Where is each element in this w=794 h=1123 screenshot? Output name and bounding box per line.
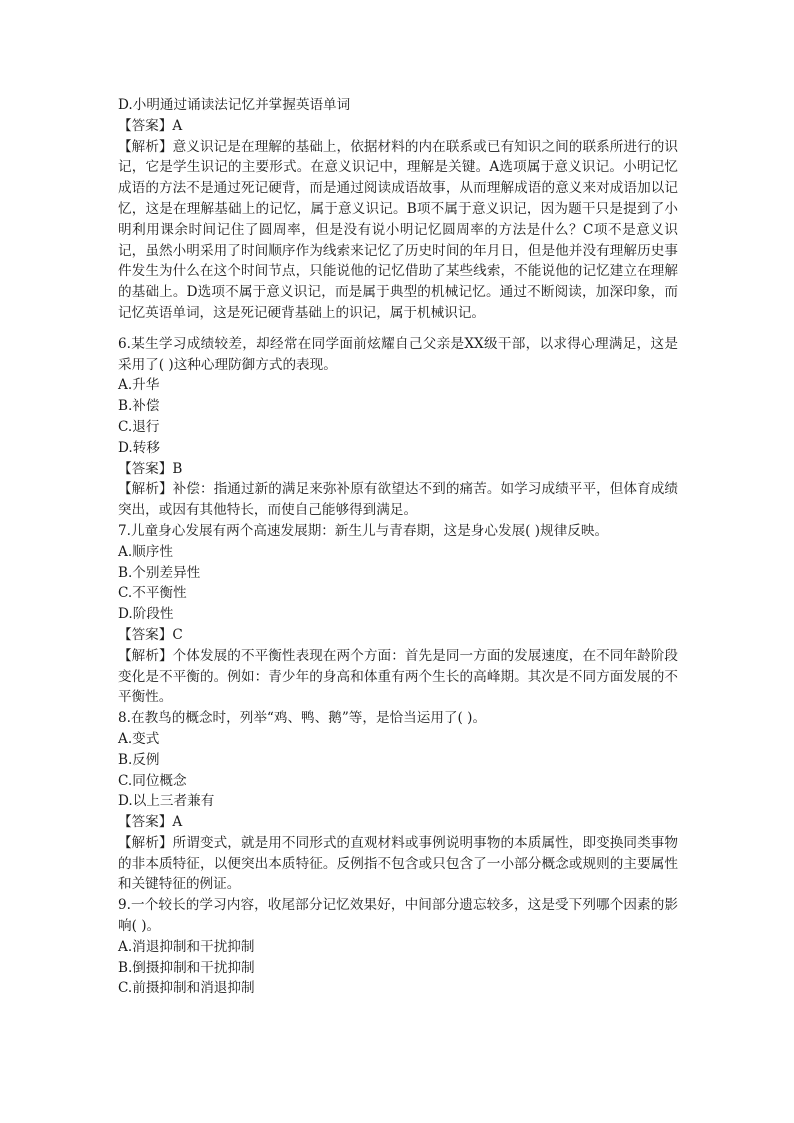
q9-option-a: A.消退抑制和干扰抑制 [118,938,255,955]
q5-analysis: 【解析】意义识记是在理解的基础上，依据材料的内在联系或已有知识之间的联系所进行的识记，它是学生识记的主要形式。在意义识记中，理解是关键。A选项属于意义识记。小明记忆成语的方法不是通过死记硬背，而是通过阅读成语故事，从而理解成语的意义来对成语加以记忆，这是在理解基础上的记忆，属于意义识记。B项不属于意义识记，因为题干只是提到了小明利用课余时间记住了圆周率，但是没有说小明记忆圆周率的方法是什么？C项不是意义识记，虽然小明采用了时间顺序作为线索来记忆了历史时间的年月日，但是他并没有理解历史事件发生为什么在这个时间节点，只能说他的记忆借助了某些线索，不能说他的记忆建立在理解的基础上。D选项不属于意义识记，而是属于典型的机械记忆。通过不断阅读，加深印象，而记忆英语单词，这是死记硬背基础上的识记，属于机械识记。 [118,138,678,321]
q8-option-a: A.变式 [118,730,160,747]
q8-option-b: B.反例 [118,751,160,768]
q7-analysis: 【解析】个体发展的不平衡性表现在两个方面：首先是同一方面的发展速度，在不同年龄阶段变化是不平衡的。例如：青少年的身高和体重有两个生长的高峰期。其次是不同方面发展的不平衡性。 [118,647,678,706]
q7-option-c: C.不平衡性 [118,585,187,602]
q6-answer: 【答案】B [118,460,183,477]
q7-option-a: A.顺序性 [118,543,173,560]
q7-option-d: D.阶段性 [118,606,174,623]
document-page [118,95,678,999]
q8-question: 8.在教鸟的概念时，列举“鸡、鸭、鹅”等，是恰当运用了( )。 [118,710,487,727]
q6-question: 6.某生学习成绩较差，却经常在同学面前炫耀自己父亲是XX级干部，以求得心理满足，这是采用了( )这种心理防御方式的表现。 [118,335,678,373]
q7-answer: 【答案】C [118,626,183,643]
q5-option-d: D.小明通过诵读法记忆并掌握英语单词 [118,97,351,113]
q6-option-d: D.转移 [118,439,160,456]
q8-answer: 【答案】A [118,814,183,831]
q9-question: 9.一个较长的学习内容，收尾部分记忆效果好，中间部分遗忘较多，这是受下列哪个因素的影响( )。 [118,897,678,935]
q8-option-c: C.同位概念 [118,772,187,789]
q7-question: 7.儿童身心发展有两个高速发展期：新生儿与青春期，这是身心发展( )规律反映。 [118,522,609,539]
q6-option-a: A.升华 [118,377,160,394]
q6-option-b: B.补偿 [118,398,160,415]
q5-answer: 【答案】A [118,117,183,134]
q9-option-c: C.前摄抑制和消退抑制 [118,980,255,997]
q9-option-b: B.倒摄抑制和干扰抑制 [118,959,255,976]
q8-analysis: 【解析】所谓变式，就是用不同形式的直观材料或事例说明事物的本质属性，即变换同类事物的非本质特征，以便突出本质特征。反例指不包含或只包含了一小部分概念或规则的主要属性和关键特征的例证。 [118,834,678,893]
section-gap [118,324,678,334]
q6-option-c: C.退行 [118,418,160,435]
q8-option-d: D.以上三者兼有 [118,793,215,810]
q6-analysis: 【解析】补偿：指通过新的满足来弥补原有欲望达不到的痛苦。如学习成绩平平，但体育成绩突出，或因有其他特长，而使自己能够得到满足。 [118,481,678,519]
q7-option-b: B.个别差异性 [118,564,201,581]
